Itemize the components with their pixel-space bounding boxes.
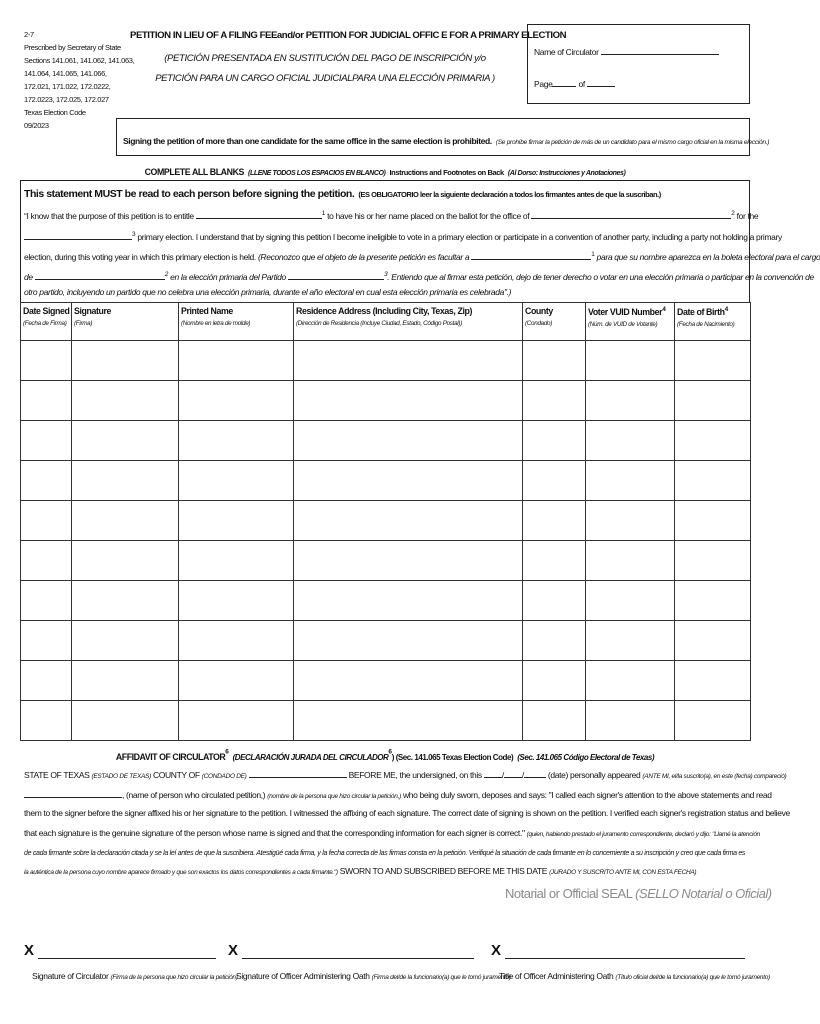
cell-signature[interactable] [72,381,179,421]
footnote-1-es: 1 [591,251,595,258]
candidate-name-field[interactable] [196,209,322,219]
office-field-es[interactable] [35,270,165,280]
col-date-signed: Date Signed (Fecha de Firma) [21,303,72,341]
statement-box: This statement MUST be read to each person before signing the petition. (ES OBLIGATORIO leer la siguiente declaración a todos los firmantes antes de que la suscriban.) “I know that the purpose of this petition is to entitle $^1$ to have his or her name placed on the ballot for the office of $^2$ for the $^3$ primary election. I understand that by signing this petition I become ineligible to vote in a primary election or participate in a convention of another party, including a party not holding a primary election, during this voting year in which this primary election is held. (Reconozco que el objeto de la presente petición es facultar a $^1$ para que su nombre aparezca en la boleta electoral para el cargo de $^2$ en la elección primaria del Partido $^3$. Entiendo que al firmar esta petición, dejo de tener derecho o votar en una elección primaria o participar en la convención de otro partido, incluyendo un partido que no celebra una elección primaria, durante el año electoral en cual esta elección primaria es celebrada".) [20,180,750,302]
cell-signature[interactable] [72,421,179,461]
cell-date-of-birth[interactable] [675,461,751,501]
cell-printed-name[interactable] [179,461,294,501]
cell-voter-vuid[interactable] [586,581,675,621]
cell-printed-name[interactable] [179,501,294,541]
day-field[interactable] [484,768,502,778]
form-metadata [24,28,134,132]
cell-voter-vuid[interactable] [586,661,675,701]
affidavit-line-6: la auténtica de la persona cuyo nombre aparece firmado y que son exactos los datos correspondientes a cada firmante.") SWORN TO AND SUBSCRIBED BEFORE ME THIS DATE (JURADO Y SUSCRITO ANTE MI, CON ESTA FECHA) [24,866,697,876]
statement-line-5: otro partido, incluyendo un partido que no celebra una elección primaria, durante el año electoral en cual esta elección primaria es celebrada".) [24,287,512,297]
page-total-field[interactable] [587,77,615,87]
affidavit-title: AFFIDAVIT OF CIRCULATOR [115,752,226,762]
footnote-3: 3 [132,231,136,238]
cell-voter-vuid[interactable] [586,421,675,461]
cell-voter-vuid[interactable] [586,381,675,421]
cell-county[interactable] [523,381,586,421]
affidavit-line-5: de cada firmante sobre la declaración citada y se la leí antes de que la suscribiera. Atestigüé cada firma, y la fecha correcta de las firmas consta en la petición. Verifiqué la situación de cada firmante en lo concerniente a su inscripción y creo que cada firma es [24,850,746,857]
cell-date-of-birth[interactable] [675,341,751,381]
circulator-name-field[interactable] [601,45,719,55]
cell-date-signed[interactable] [21,421,72,461]
cell-printed-name[interactable] [179,621,294,661]
table-row [21,461,751,501]
circulator-signature-label: Signature of Circulator (Firma de la persona que hizo circular la petición) [32,971,238,981]
affidavit-section: ) (Sec. 141.065 Texas Election Code) [391,753,514,762]
cell-signature[interactable] [72,621,179,661]
cell-county[interactable] [523,701,586,741]
cell-signature[interactable] [72,701,179,741]
cell-voter-vuid[interactable] [586,621,675,661]
page-label: Page [534,79,553,89]
instructions-note: Instructions and Footnotes on Back [389,168,504,177]
cell-county[interactable] [523,341,586,381]
cell-residence-address[interactable] [294,421,523,461]
circulator-signature-line[interactable] [38,958,216,959]
cell-date-of-birth[interactable] [675,701,751,741]
statement-line-3b: (Reconozco que el objeto de la presente petición es facultar a [257,251,470,262]
cell-voter-vuid[interactable] [586,341,675,381]
cell-county[interactable] [523,541,586,581]
title-es-line-2: PETICIÓN PARA UN CARGO OFICIAL JUDICIALPARA UNA ELECCIÓN PRIMARIA ) [155,73,495,84]
cell-date-signed[interactable] [21,581,72,621]
cell-residence-address[interactable] [294,621,523,661]
officer-title-line[interactable] [505,958,745,959]
footnote-2-es: 2 [164,271,169,278]
warning-box [116,118,770,156]
statement-line-1b: to have his or her name placed on the ballot for the office of [327,210,530,221]
affidavit-footnote-es: 6 [388,748,392,756]
cell-date-of-birth[interactable] [675,421,751,461]
cell-residence-address[interactable] [294,461,523,501]
cell-signature[interactable] [72,581,179,621]
affidavit-line-4: that each signature is the genuine signature of the person whose name is signed and that the corresponding information for each signer is correct." (quien, habiendo prestado el juramento correspondiente, declaró y dijo: "Llamé la atención [24,828,760,838]
election-code: Texas Election Code [24,108,86,117]
cell-residence-address[interactable] [294,581,523,621]
statement-line-1a: “I know that the purpose of this petition is to entitle [24,210,194,221]
cell-county[interactable] [523,621,586,661]
statement-line-2: primary election. I understand that by signing this petition I become ineligible to vote in a primary election or participate in a convention of another party, including a party not holding a primary [137,231,782,242]
cell-signature[interactable] [72,661,179,701]
cell-residence-address[interactable] [294,341,523,381]
cell-residence-address[interactable] [294,701,523,741]
x-mark-circulator: X [24,942,35,959]
form-date: 09/2023 [24,121,49,130]
affidavit-title-es: (DECLARACIÓN JURADA DEL CIRCULADOR [232,753,389,762]
cell-county[interactable] [523,661,586,701]
cell-date-signed[interactable] [21,541,72,581]
table-row [21,541,751,581]
signature-table [20,302,751,741]
table-row [21,621,751,661]
page-number-field[interactable] [552,77,576,87]
county-field[interactable] [249,768,347,778]
affidavit-footnote: 6 [225,748,229,756]
col-date-of-birth: Date of Birth$^4$ (Fecha de Nacimiento) [675,303,751,341]
table-row [21,661,751,701]
col-voter-vuid: Voter VUID Number$^4$ (Núm. de VUID de Votante) [586,303,675,341]
table-row [21,421,751,461]
prescribed-by: Prescribed by Secretary of State [24,43,121,52]
statement-line-3c: para que su nombre aparezca en la boleta electoral para el cargo [596,251,820,262]
officer-signature-label: Signature of Officer Administering Oath (Firma del/de la funcionario(a) que le tomó juramento) [236,971,511,981]
cell-residence-address[interactable] [294,661,523,701]
circulator-name-label: Name of Circulator [534,47,599,57]
year-field[interactable] [524,768,546,778]
office-field[interactable] [531,209,731,219]
footnote-3-es: 3 [383,271,388,278]
cell-county[interactable] [523,581,586,621]
cell-date-of-birth[interactable] [675,621,751,661]
table-row [21,581,751,621]
cell-printed-name[interactable] [179,661,294,701]
notarial-seal-label: Notarial or Official SEAL (SELLO Notarial o Oficial) [505,886,772,901]
table-row [21,341,751,381]
cell-date-signed[interactable] [21,701,72,741]
party-field[interactable] [24,230,132,240]
col-printed-name: Printed Name (Nombre en letra de molde) [179,303,294,341]
table-header-row [21,303,751,341]
affidavit-line-1: STATE OF TEXAS (ESTADO DE TEXAS) COUNTY OF (CONDADO DE) BEFORE ME, the undersigned, on this / / (date) personally appeared (ANTE MI, el/la suscrito(a), en este (fecha) compareció) [24,770,787,780]
statement-heading-es: (ES OBLIGATORIO leer la siguiente declaración a todos los firmantes antes de que la suscriban.) [358,190,661,199]
affidavit-line-3: them to the signer before the signer affixed his or her signature to the petition. I witnessed the affixing of each signature. The correct date of signing is shown on the petition. I verified each signer's registration status and believe [24,808,790,818]
sections-line-1: Sections 141.061, 141.062, 141.063, [24,56,135,65]
cell-signature[interactable] [72,341,179,381]
complete-es: (LLENE TODOS LOS ESPACIOS EN BLANCO) [248,170,386,177]
x-mark-officer: X [228,942,239,959]
month-field[interactable] [504,768,522,778]
cell-signature[interactable] [72,501,179,541]
affidavit-line-2: , (name of person who circulated petition,) (nombre de la persona que hizo circular la petición,) who being duly sworn, deposes and says: "I called each signer's attention to the above statements and read [24,788,772,802]
cell-printed-name[interactable] [179,341,294,381]
cell-residence-address[interactable] [294,541,523,581]
statement-line-4b: en la elección primaria del Partido [170,271,286,282]
cell-printed-name[interactable] [179,581,294,621]
cell-signature[interactable] [72,461,179,501]
cell-printed-name[interactable] [179,421,294,461]
cell-voter-vuid[interactable] [586,461,675,501]
table-row [21,701,751,741]
cell-signature[interactable] [72,541,179,581]
cell-residence-address[interactable] [294,501,523,541]
cell-date-signed[interactable] [21,461,72,501]
table-row [21,501,751,541]
cell-date-signed[interactable] [21,661,72,701]
warning-es: (Se prohíbe firmar la petición de más de un candidato para el mismo cargo oficial en la misma elección.) [495,139,770,146]
circulator-name-affidavit-field[interactable] [24,788,122,798]
cell-date-signed[interactable] [21,501,72,541]
party-field-es[interactable] [288,270,384,280]
cell-date-of-birth[interactable] [675,581,751,621]
warning-en: Signing the petition of more than one candidate for the same office in the same election is prohibited. [123,136,492,146]
complete-blanks-line [0,162,770,180]
cell-residence-address[interactable] [294,381,523,421]
affidavit-section-es: (Sec. 141.065 Código Electoral de Texas) [517,753,655,762]
officer-signature-line[interactable] [242,958,474,959]
statement-line-4c: Entiendo que al firmar esta petición, dejo de tener derecho o votar en una elección primaria o participar en la convención de [391,271,814,282]
footnote-2: 2 [731,210,735,217]
cell-voter-vuid[interactable] [586,701,675,741]
cell-date-signed[interactable] [21,341,72,381]
cell-printed-name[interactable] [179,701,294,741]
cell-voter-vuid[interactable] [586,541,675,581]
statement-heading: This statement MUST be read to each person before signing the petition. [24,188,355,200]
statement-line-3a: election, during this voting year in which this primary election is held. [24,251,256,262]
form-id: 2-7 [24,30,34,39]
footnote-1: 1 [321,210,326,217]
sections-line-2: 141.064, 141.065, 141.066, [24,69,107,78]
cell-county[interactable] [523,421,586,461]
cell-date-of-birth[interactable] [675,381,751,421]
cell-printed-name[interactable] [179,381,294,421]
sections-line-4: 172.0223, 172.025, 172.027 [24,95,109,104]
title-main: PETITION IN LIEU OF A FILING FEEand/or PETITION FOR JUDICIAL OFFIC E FOR A PRIMARY ELECTION [130,30,567,41]
cell-county[interactable] [523,461,586,501]
statement-line-1c: for the [736,210,759,221]
cell-voter-vuid[interactable] [586,501,675,541]
cell-date-signed[interactable] [21,621,72,661]
instructions-note-es: (Al Dorso: Instrucciones y Anotaciones) [507,170,626,177]
cell-date-of-birth[interactable] [675,661,751,701]
col-signature: Signature (Firma) [72,303,179,341]
candidate-name-field-es[interactable] [471,250,591,260]
statement-line-4a: de [24,271,33,282]
officer-title-label: Title of Officer Administering Oath (Título oficial del/de la funcionario(a) que le tomó juramento) [499,971,770,981]
col-residence-address: Residence Address (Including City, Texas, Zip) (Dirección de Residencia (Incluye Ciudad, Estado, Código Postal)) [294,303,523,341]
sections-line-3: 172.021, 171.022, 172.0222, [24,82,111,91]
table-row [21,381,751,421]
page-of-label: of [578,79,585,89]
cell-printed-name[interactable] [179,541,294,581]
cell-date-of-birth[interactable] [675,501,751,541]
title-es-line-1: (PETICIÓN PRESENTADA EN SUSTITUCIÓN DEL PAGO DE INSCRIPCIÓN y/o [164,53,486,64]
complete-en: COMPLETE ALL BLANKS [144,167,244,177]
cell-date-signed[interactable] [21,381,72,421]
cell-county[interactable] [523,501,586,541]
cell-date-of-birth[interactable] [675,541,751,581]
circulator-box [527,24,750,104]
x-mark-title: X [491,942,502,959]
col-county: County (Condado) [523,303,586,341]
affidavit-heading [0,747,770,765]
